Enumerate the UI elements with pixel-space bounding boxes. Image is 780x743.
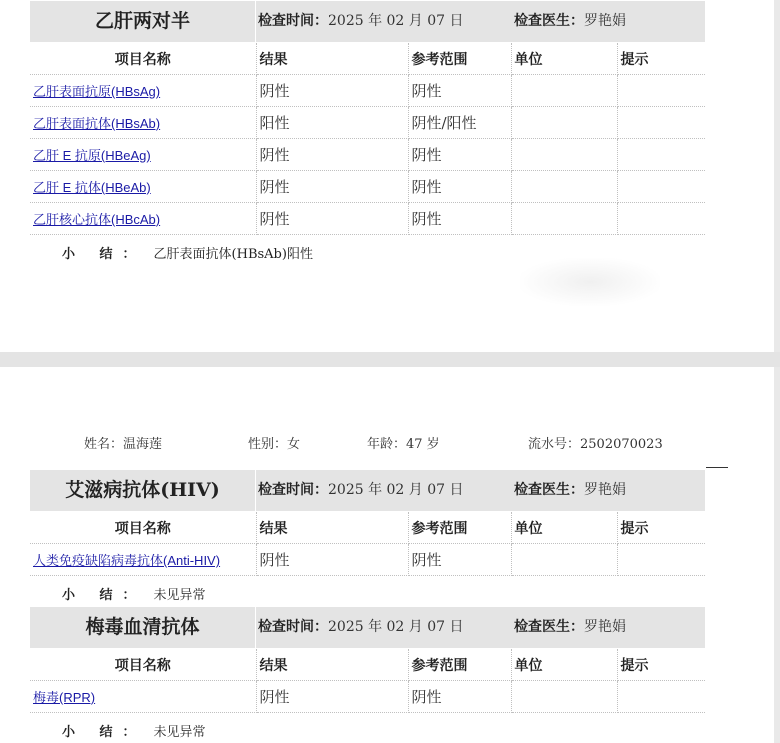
section-title: 艾滋病抗体(HIV) [30, 470, 256, 511]
column-hint: 提示 [617, 512, 705, 544]
unit-cell [511, 544, 617, 576]
result-cell: 阴性 [256, 544, 408, 576]
item-link[interactable]: 乙肝表面抗体(HBsAb) [33, 116, 161, 131]
page-break [0, 352, 780, 367]
range-cell: 阴性/阳性 [408, 107, 511, 139]
item-link[interactable]: 乙肝表面抗原(HBsAg) [33, 84, 161, 99]
exam-doctor-label: 检查医生： [514, 482, 584, 498]
results-table [30, 43, 705, 235]
section-title: 乙肝两对半 [30, 1, 256, 42]
table-row [30, 544, 705, 576]
summary-label: 小 结： [62, 247, 146, 262]
item-link[interactable]: 乙肝 E 抗原(HBeAg) [33, 148, 151, 163]
exam-time [258, 607, 464, 648]
summary-hepatitis-b [62, 243, 313, 262]
range-cell: 阴性 [408, 203, 511, 235]
column-result: 结果 [256, 43, 408, 75]
item-link[interactable]: 梅毒(RPR) [33, 690, 96, 705]
exam-time-value: 2025 年 02 月 07 日 [328, 482, 464, 498]
table-header-row [30, 649, 705, 681]
result-cell: 阴性 [256, 203, 408, 235]
patient-sex: 性别：女 [248, 437, 301, 452]
blurred-stamp [520, 258, 660, 306]
table-header-row [30, 43, 705, 75]
unit-cell [511, 171, 617, 203]
exam-time-label: 检查时间： [258, 13, 328, 29]
item-name-cell [30, 544, 256, 576]
result-cell: 阴性 [256, 171, 408, 203]
exam-time [258, 470, 464, 511]
hint-cell [617, 171, 705, 203]
results-table [30, 649, 705, 713]
table-row [30, 681, 705, 713]
exam-time [258, 1, 464, 42]
result-cell: 阴性 [256, 139, 408, 171]
column-item-name: 项目名称 [30, 649, 256, 681]
column-item-name: 项目名称 [30, 43, 256, 75]
page-gutter [774, 0, 780, 743]
summary-hiv [62, 584, 206, 603]
column-hint: 提示 [617, 649, 705, 681]
column-item-name: 项目名称 [30, 512, 256, 544]
exam-doctor [514, 607, 626, 648]
summary-text: 未见异常 [153, 725, 206, 740]
summary-text: 乙肝表面抗体(HBsAb)阳性 [153, 247, 313, 262]
item-name-cell [30, 75, 256, 107]
exam-doctor [514, 470, 626, 511]
unit-cell [511, 75, 617, 107]
summary-label: 小 结： [62, 725, 146, 740]
column-result: 结果 [256, 649, 408, 681]
column-unit: 单位 [511, 43, 617, 75]
result-cell: 阳性 [256, 107, 408, 139]
table-header-row [30, 512, 705, 544]
hint-cell [617, 544, 705, 576]
exam-doctor-value: 罗艳娟 [584, 482, 626, 498]
range-cell: 阴性 [408, 681, 511, 713]
item-link[interactable]: 人类免疫缺陷病毒抗体(Anti-HIV) [33, 553, 221, 568]
unit-cell [511, 107, 617, 139]
exam-doctor-value: 罗艳娟 [584, 619, 626, 635]
summary-label: 小 结： [62, 588, 146, 603]
patient-serial: 流水号：2502070023 [528, 437, 663, 452]
unit-cell [511, 203, 617, 235]
syphilis-section [30, 607, 705, 713]
exam-time-label: 检查时间： [258, 482, 328, 498]
range-cell: 阴性 [408, 75, 511, 107]
result-cell: 阴性 [256, 75, 408, 107]
column-range: 参考范围 [408, 512, 511, 544]
table-row [30, 139, 705, 171]
column-unit: 单位 [511, 649, 617, 681]
range-cell: 阴性 [408, 171, 511, 203]
patient-name: 姓名：温海莲 [84, 437, 163, 452]
hint-cell [617, 75, 705, 107]
exam-time-value: 2025 年 02 月 07 日 [328, 619, 464, 635]
item-link[interactable]: 乙肝 E 抗体(HBeAb) [33, 180, 151, 195]
patient-age: 年龄：47 岁 [367, 437, 440, 452]
column-result: 结果 [256, 512, 408, 544]
summary-text: 未见异常 [153, 588, 206, 603]
unit-cell [511, 139, 617, 171]
exam-doctor-label: 检查医生： [514, 13, 584, 29]
hint-cell [617, 681, 705, 713]
column-hint: 提示 [617, 43, 705, 75]
hint-cell [617, 203, 705, 235]
table-row [30, 107, 705, 139]
table-row [30, 203, 705, 235]
item-name-cell [30, 107, 256, 139]
section-header [30, 1, 705, 43]
item-name-cell [30, 203, 256, 235]
report-page-1 [0, 0, 774, 352]
section-title: 梅毒血清抗体 [30, 607, 256, 648]
item-name-cell [30, 139, 256, 171]
column-range: 参考范围 [408, 43, 511, 75]
table-row [30, 171, 705, 203]
item-name-cell [30, 171, 256, 203]
range-cell: 阴性 [408, 139, 511, 171]
hepatitis-b-section [30, 1, 705, 235]
exam-time-label: 检查时间： [258, 619, 328, 635]
item-link[interactable]: 乙肝核心抗体(HBcAb) [33, 212, 161, 227]
hint-cell [617, 107, 705, 139]
hiv-section [30, 470, 705, 576]
column-range: 参考范围 [408, 649, 511, 681]
result-cell: 阴性 [256, 681, 408, 713]
exam-time-value: 2025 年 02 月 07 日 [328, 13, 464, 29]
results-table [30, 512, 705, 576]
section-header [30, 470, 705, 512]
exam-doctor [514, 1, 626, 42]
range-cell: 阴性 [408, 544, 511, 576]
item-name-cell [30, 681, 256, 713]
divider-line [706, 467, 728, 468]
exam-doctor-label: 检查医生： [514, 619, 584, 635]
section-header [30, 607, 705, 649]
unit-cell [511, 681, 617, 713]
column-unit: 单位 [511, 512, 617, 544]
hint-cell [617, 139, 705, 171]
exam-doctor-value: 罗艳娟 [584, 13, 626, 29]
table-row [30, 75, 705, 107]
summary-syphilis [62, 721, 206, 740]
